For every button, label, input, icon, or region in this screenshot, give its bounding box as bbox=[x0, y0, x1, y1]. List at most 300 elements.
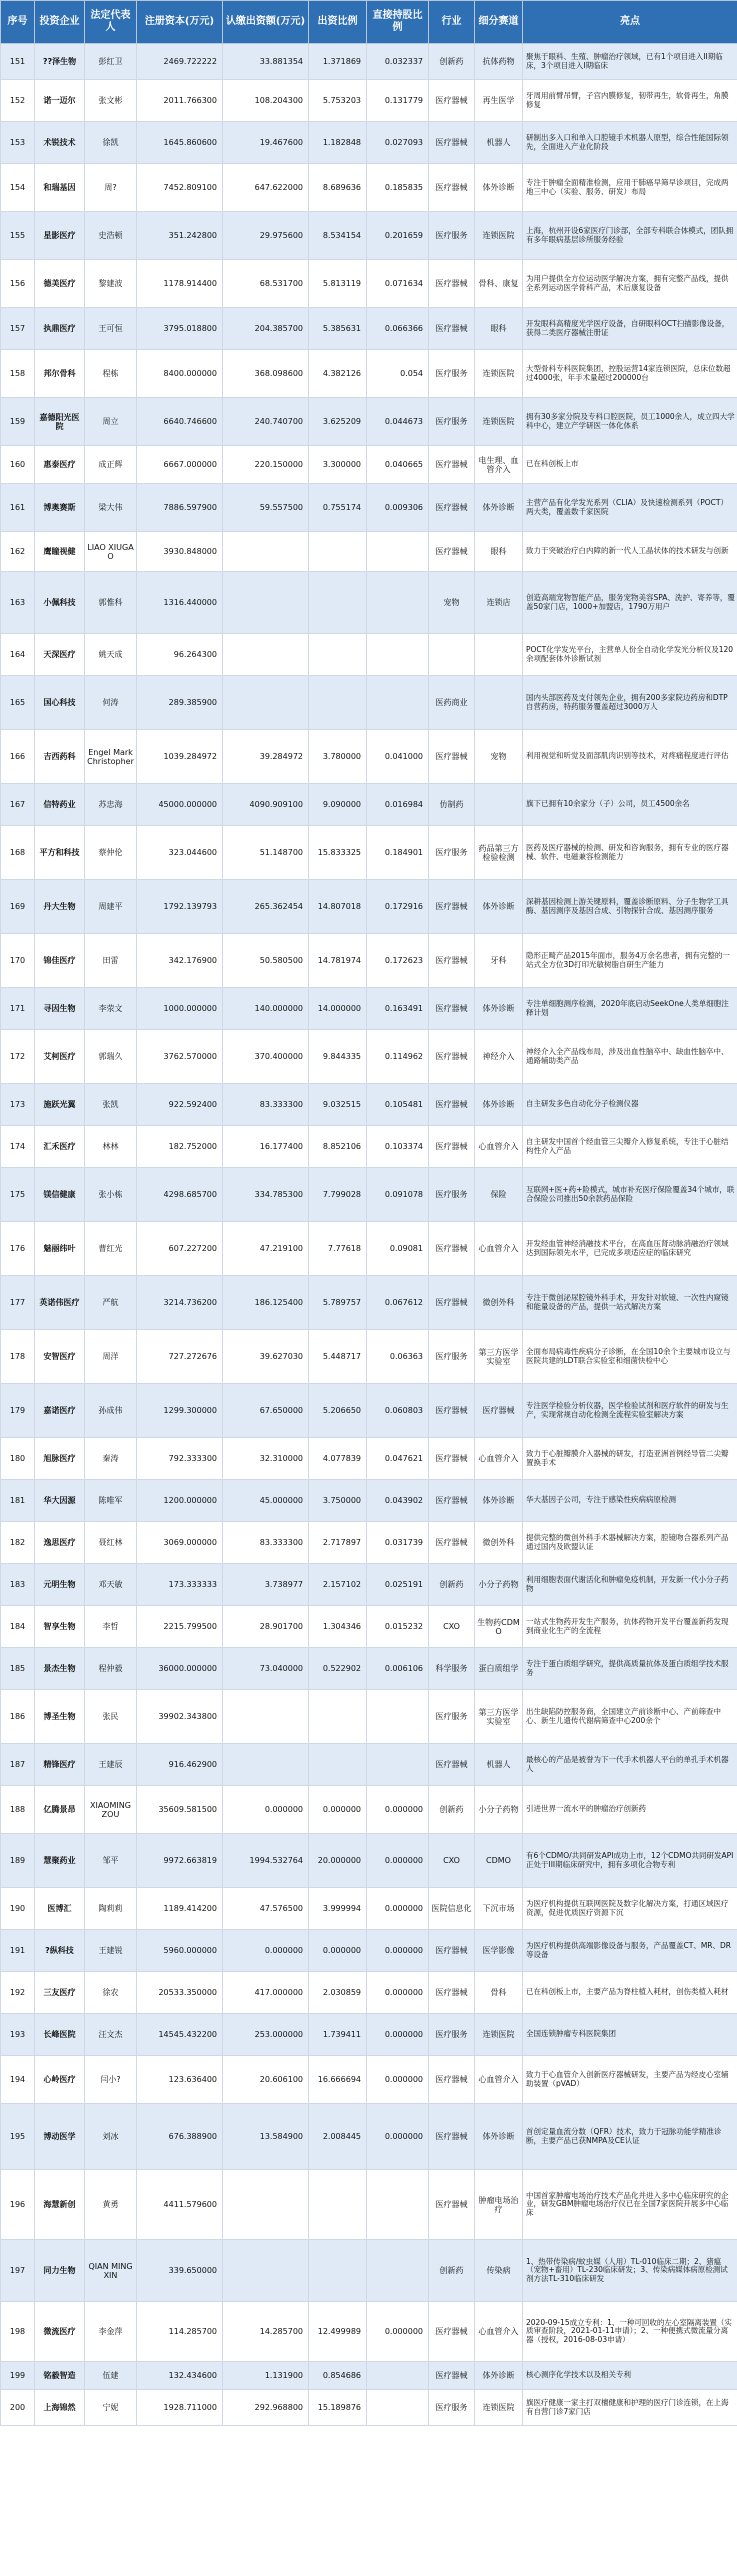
cell-contribution-ratio: 20.000000 bbox=[309, 1834, 367, 1888]
cell-contribution-ratio: 15.833325 bbox=[309, 826, 367, 880]
cell-contribution-ratio: 3.625209 bbox=[309, 398, 367, 446]
cell-company: 国心科技 bbox=[35, 676, 85, 730]
cell-contribution-ratio bbox=[309, 1744, 367, 1786]
cell-industry: 医疗器械 bbox=[429, 2104, 475, 2170]
cell-industry: 医疗器械 bbox=[429, 446, 475, 484]
header-highlights: 亮点 bbox=[523, 1, 737, 44]
cell-legal-rep: 周? bbox=[85, 164, 137, 212]
cell-segment: 机器人 bbox=[475, 122, 523, 164]
cell-direct-holding: 0.091078 bbox=[367, 1168, 429, 1222]
cell-legal-rep: 汪文杰 bbox=[85, 2014, 137, 2056]
cell-subscribed-capital: 13.584900 bbox=[223, 2104, 309, 2170]
cell-index: 178 bbox=[1, 1330, 35, 1384]
cell-subscribed-capital: 33.881354 bbox=[223, 44, 309, 80]
cell-registered-capital: 6667.000000 bbox=[137, 446, 223, 484]
cell-segment: 下沉市场 bbox=[475, 1888, 523, 1930]
table-row bbox=[1, 2390, 737, 2426]
cell-registered-capital: 1039.284972 bbox=[137, 730, 223, 784]
cell-highlights: 开发眼科高精度光学医疗设备，自研眼科OCT扫描影像设备，获得二类医疗器械注册证 bbox=[523, 308, 737, 350]
table-row bbox=[1, 1606, 737, 1648]
cell-industry: 医疗器械 bbox=[429, 1438, 475, 1480]
cell-registered-capital: 3069.000000 bbox=[137, 1522, 223, 1564]
cell-registered-capital: 3214.736200 bbox=[137, 1276, 223, 1330]
cell-legal-rep: 苏忠海 bbox=[85, 784, 137, 826]
cell-legal-rep: 李荥文 bbox=[85, 988, 137, 1030]
cell-segment bbox=[475, 784, 523, 826]
cell-segment: 体外诊断 bbox=[475, 2104, 523, 2170]
table-row bbox=[1, 1834, 737, 1888]
cell-highlights: 致力于心血管介入创新医疗器械研发，主要产品为经皮心室辅助装置（pVAD） bbox=[523, 2056, 737, 2104]
cell-company: 景杰生物 bbox=[35, 1648, 85, 1690]
cell-company: 吉西药科 bbox=[35, 730, 85, 784]
cell-legal-rep: 聂红林 bbox=[85, 1522, 137, 1564]
cell-direct-holding bbox=[367, 1690, 429, 1744]
cell-segment: 心血管介入 bbox=[475, 1438, 523, 1480]
cell-direct-holding: 0.184901 bbox=[367, 826, 429, 880]
cell-highlights: 创造高端宠物智能产品，服务宠物美容SPA、洗护、寄养等，覆盖50家门店，1000+加盟店，1790万用户 bbox=[523, 572, 737, 634]
cell-registered-capital: 8400.000000 bbox=[137, 350, 223, 398]
table-row bbox=[1, 676, 737, 730]
cell-index: 155 bbox=[1, 212, 35, 260]
cell-index: 176 bbox=[1, 1222, 35, 1276]
cell-subscribed-capital: 39.627030 bbox=[223, 1330, 309, 1384]
table-row bbox=[1, 1480, 737, 1522]
cell-legal-rep: 姚天成 bbox=[85, 634, 137, 676]
cell-segment: 连锁医院 bbox=[475, 212, 523, 260]
cell-direct-holding: 0.201659 bbox=[367, 212, 429, 260]
cell-direct-holding: 0.000000 bbox=[367, 2104, 429, 2170]
cell-contribution-ratio: 5.385631 bbox=[309, 308, 367, 350]
cell-index: 158 bbox=[1, 350, 35, 398]
cell-registered-capital: 3795.018800 bbox=[137, 308, 223, 350]
cell-highlights: 中国首家肿瘤电场治疗技术产品化并进入多中心临床研究的企业，研发GBM肿瘤电场治疗仪已在全国7家医院开展多中心临床 bbox=[523, 2170, 737, 2240]
cell-industry: 医疗器械 bbox=[429, 988, 475, 1030]
cell-direct-holding: 0.043902 bbox=[367, 1480, 429, 1522]
cell-registered-capital: 182.752000 bbox=[137, 1126, 223, 1168]
cell-legal-rep: 严航 bbox=[85, 1276, 137, 1330]
table-row bbox=[1, 212, 737, 260]
cell-highlights: 有6个CDMO/共同研发API成功上市，12个CDMO共同研发API正处于III期临床研究中，拥有多项化合物专利 bbox=[523, 1834, 737, 1888]
cell-subscribed-capital bbox=[223, 532, 309, 572]
table-row bbox=[1, 1564, 737, 1606]
cell-industry: 医疗器械 bbox=[429, 484, 475, 532]
table-row bbox=[1, 1438, 737, 1480]
cell-subscribed-capital: 1.131900 bbox=[223, 2362, 309, 2390]
cell-registered-capital: 1645.860600 bbox=[137, 122, 223, 164]
cell-subscribed-capital bbox=[223, 634, 309, 676]
cell-highlights: 牙周用前臂吊臂，子宫内膜修复，韧带再生，软骨再生，角膜修复 bbox=[523, 80, 737, 122]
cell-company: 同力生物 bbox=[35, 2240, 85, 2302]
cell-contribution-ratio: 9.844335 bbox=[309, 1030, 367, 1084]
cell-registered-capital: 792.333300 bbox=[137, 1438, 223, 1480]
cell-subscribed-capital: 28.901700 bbox=[223, 1606, 309, 1648]
cell-index: 180 bbox=[1, 1438, 35, 1480]
cell-index: 191 bbox=[1, 1930, 35, 1972]
cell-company: 微流医疗 bbox=[35, 2302, 85, 2362]
table-row bbox=[1, 350, 737, 398]
cell-legal-rep: 李哲 bbox=[85, 1606, 137, 1648]
cell-subscribed-capital: 47.576500 bbox=[223, 1888, 309, 1930]
cell-industry: 医疗器械 bbox=[429, 1480, 475, 1522]
cell-index: 196 bbox=[1, 2170, 35, 2240]
cell-subscribed-capital: 204.385700 bbox=[223, 308, 309, 350]
table-row bbox=[1, 1030, 737, 1084]
cell-industry: 医疗器械 bbox=[429, 1522, 475, 1564]
cell-registered-capital: 351.242800 bbox=[137, 212, 223, 260]
cell-company: 鹰瞳视健 bbox=[35, 532, 85, 572]
header-industry: 行业 bbox=[429, 1, 475, 44]
table-row bbox=[1, 398, 737, 446]
cell-contribution-ratio: 9.032515 bbox=[309, 1084, 367, 1126]
cell-industry: 宠物 bbox=[429, 572, 475, 634]
cell-highlights: 专注于微创泌尿腔镜外科手术，开发针对软镜、一次性内窥镜和能量设备的产品，提供一站式解决方案 bbox=[523, 1276, 737, 1330]
cell-highlights: 神经介入全产品线布局，涉及出血性脑卒中、缺血性脑卒中、通路辅助类产品 bbox=[523, 1030, 737, 1084]
cell-industry: 医疗器械 bbox=[429, 934, 475, 988]
cell-segment: 眼科 bbox=[475, 308, 523, 350]
cell-registered-capital: 727.272676 bbox=[137, 1330, 223, 1384]
cell-subscribed-capital: 140.000000 bbox=[223, 988, 309, 1030]
cell-company: 天深医疗 bbox=[35, 634, 85, 676]
cell-segment: 心血管介入 bbox=[475, 2056, 523, 2104]
cell-index: 179 bbox=[1, 1384, 35, 1438]
cell-direct-holding: 0.000000 bbox=[367, 1930, 429, 1972]
cell-company: 精锋医疗 bbox=[35, 1744, 85, 1786]
cell-subscribed-capital: 334.785300 bbox=[223, 1168, 309, 1222]
table-row bbox=[1, 634, 737, 676]
cell-legal-rep: 徐农 bbox=[85, 1972, 137, 2014]
cell-segment: 骨科 bbox=[475, 1972, 523, 2014]
cell-index: 167 bbox=[1, 784, 35, 826]
cell-legal-rep: 陈唯军 bbox=[85, 1480, 137, 1522]
cell-highlights: 一站式生物药开发生产服务，抗体药物开发平台覆盖新药发现到商业化生产的全流程 bbox=[523, 1606, 737, 1648]
cell-index: 182 bbox=[1, 1522, 35, 1564]
cell-direct-holding: 0.015232 bbox=[367, 1606, 429, 1648]
cell-legal-rep: 宁妮 bbox=[85, 2390, 137, 2426]
cell-contribution-ratio: 1.304346 bbox=[309, 1606, 367, 1648]
cell-industry: 医疗器械 bbox=[429, 260, 475, 308]
cell-subscribed-capital: 370.400000 bbox=[223, 1030, 309, 1084]
cell-index: 174 bbox=[1, 1126, 35, 1168]
cell-industry: 医疗器械 bbox=[429, 1030, 475, 1084]
table-row bbox=[1, 1522, 737, 1564]
cell-registered-capital: 4411.579600 bbox=[137, 2170, 223, 2240]
cell-segment: 传染病 bbox=[475, 2240, 523, 2302]
cell-highlights: 自主研发多色自动化分子检测仪器 bbox=[523, 1084, 737, 1126]
cell-contribution-ratio: 15.189876 bbox=[309, 2390, 367, 2426]
cell-registered-capital: 114.285700 bbox=[137, 2302, 223, 2362]
cell-company: 海慧新创 bbox=[35, 2170, 85, 2240]
cell-registered-capital: 45000.000000 bbox=[137, 784, 223, 826]
cell-segment: 保险 bbox=[475, 1168, 523, 1222]
cell-direct-holding: 0.103374 bbox=[367, 1126, 429, 1168]
cell-legal-rep: 闫小? bbox=[85, 2056, 137, 2104]
cell-company: 元明生物 bbox=[35, 1564, 85, 1606]
cell-segment: 连锁医院 bbox=[475, 2014, 523, 2056]
cell-company: 华大因源 bbox=[35, 1480, 85, 1522]
cell-registered-capital: 132.434600 bbox=[137, 2362, 223, 2390]
cell-contribution-ratio: 5.789757 bbox=[309, 1276, 367, 1330]
cell-direct-holding bbox=[367, 1744, 429, 1786]
cell-direct-holding: 0.047621 bbox=[367, 1438, 429, 1480]
table-row bbox=[1, 934, 737, 988]
cell-industry: 医疗器械 bbox=[429, 308, 475, 350]
cell-highlights: 全国连锁肿瘤专科医院集团 bbox=[523, 2014, 737, 2056]
cell-segment: CDMO bbox=[475, 1834, 523, 1888]
table-row bbox=[1, 2170, 737, 2240]
cell-company: 魅丽纬叶 bbox=[35, 1222, 85, 1276]
table-row bbox=[1, 1222, 737, 1276]
cell-direct-holding: 0.025191 bbox=[367, 1564, 429, 1606]
table-row bbox=[1, 2240, 737, 2302]
cell-registered-capital: 916.462900 bbox=[137, 1744, 223, 1786]
cell-industry: 医疗器械 bbox=[429, 1930, 475, 1972]
cell-direct-holding: 0.071634 bbox=[367, 260, 429, 308]
cell-highlights: 专注医学检验分析仪器，医学检验试剂和医疗软件的研发与生产，实现常规自动化检测全流程实验室解决方案 bbox=[523, 1384, 737, 1438]
table-row bbox=[1, 532, 737, 572]
cell-legal-rep: 曹红光 bbox=[85, 1222, 137, 1276]
cell-contribution-ratio: 0.522902 bbox=[309, 1648, 367, 1690]
cell-subscribed-capital: 1994.532764 bbox=[223, 1834, 309, 1888]
cell-contribution-ratio: 0.000000 bbox=[309, 1786, 367, 1834]
cell-registered-capital: 4298.685700 bbox=[137, 1168, 223, 1222]
header-contribution-ratio: 出资比例 bbox=[309, 1, 367, 44]
cell-industry: 医院信息化 bbox=[429, 1888, 475, 1930]
cell-legal-rep: LIAO XIUGAO bbox=[85, 532, 137, 572]
cell-highlights: 互联网+医+药+险模式，城市补充医疗保险覆盖34个城市，联合保险公司推出50余款药品保险 bbox=[523, 1168, 737, 1222]
cell-contribution-ratio: 4.077839 bbox=[309, 1438, 367, 1480]
cell-contribution-ratio: 12.499989 bbox=[309, 2302, 367, 2362]
cell-index: 200 bbox=[1, 2390, 35, 2426]
cell-index: 160 bbox=[1, 446, 35, 484]
cell-industry: 医疗服务 bbox=[429, 2014, 475, 2056]
table-row bbox=[1, 1384, 737, 1438]
cell-subscribed-capital: 368.098600 bbox=[223, 350, 309, 398]
cell-direct-holding: 0.172916 bbox=[367, 880, 429, 934]
cell-registered-capital: 14545.432200 bbox=[137, 2014, 223, 2056]
cell-direct-holding: 0.000000 bbox=[367, 1834, 429, 1888]
cell-contribution-ratio: 14.000000 bbox=[309, 988, 367, 1030]
cell-segment: 医学影像 bbox=[475, 1930, 523, 1972]
cell-legal-rep: 林林 bbox=[85, 1126, 137, 1168]
cell-segment: 宠物 bbox=[475, 730, 523, 784]
cell-direct-holding: 0.000000 bbox=[367, 1972, 429, 2014]
table-row bbox=[1, 784, 737, 826]
cell-subscribed-capital: 50.580500 bbox=[223, 934, 309, 988]
cell-segment: 神经介入 bbox=[475, 1030, 523, 1084]
cell-index: 177 bbox=[1, 1276, 35, 1330]
cell-index: 194 bbox=[1, 2056, 35, 2104]
cell-legal-rep: 邓天敏 bbox=[85, 1564, 137, 1606]
table-row bbox=[1, 988, 737, 1030]
cell-registered-capital: 1299.300000 bbox=[137, 1384, 223, 1438]
cell-subscribed-capital: 47.219100 bbox=[223, 1222, 309, 1276]
cell-index: 164 bbox=[1, 634, 35, 676]
cell-index: 181 bbox=[1, 1480, 35, 1522]
cell-index: 152 bbox=[1, 80, 35, 122]
table-row bbox=[1, 1690, 737, 1744]
cell-segment: 抗体药物 bbox=[475, 44, 523, 80]
cell-index: 189 bbox=[1, 1834, 35, 1888]
cell-registered-capital: 339.650000 bbox=[137, 2240, 223, 2302]
cell-company: 医博汇 bbox=[35, 1888, 85, 1930]
cell-subscribed-capital: 68.531700 bbox=[223, 260, 309, 308]
cell-legal-rep: 郭惟科 bbox=[85, 572, 137, 634]
cell-subscribed-capital bbox=[223, 2170, 309, 2240]
cell-direct-holding: 0.000000 bbox=[367, 2014, 429, 2056]
cell-company: ??泽生物 bbox=[35, 44, 85, 80]
cell-segment: 眼科 bbox=[475, 532, 523, 572]
cell-highlights: 出生缺陷防控服务商，全国建立产前诊断中心、产前筛查中心、新生儿遗传代谢病筛查中心200余个 bbox=[523, 1690, 737, 1744]
cell-direct-holding: 0.040665 bbox=[367, 446, 429, 484]
cell-highlights: 自主研发中国首个经血管三尖瓣介入修复系统，专注于心脏结构性介入产品 bbox=[523, 1126, 737, 1168]
cell-industry: 医疗器械 bbox=[429, 1276, 475, 1330]
cell-index: 163 bbox=[1, 572, 35, 634]
cell-industry: 医疗器械 bbox=[429, 1972, 475, 2014]
cell-direct-holding: 0.054 bbox=[367, 350, 429, 398]
cell-direct-holding: 0.041000 bbox=[367, 730, 429, 784]
cell-industry: 医疗服务 bbox=[429, 2390, 475, 2426]
cell-subscribed-capital: 4090.909100 bbox=[223, 784, 309, 826]
cell-subscribed-capital: 220.150000 bbox=[223, 446, 309, 484]
cell-contribution-ratio: 16.666694 bbox=[309, 2056, 367, 2104]
cell-highlights: 利用视觉和听觉及面部肌肉识别等技术，对疼痛程度进行评估 bbox=[523, 730, 737, 784]
cell-direct-holding bbox=[367, 676, 429, 730]
cell-highlights: 上海，杭州开设6家医疗门诊部，全部专科联合体模式，团队拥有多年眼病基层诊所服务经验 bbox=[523, 212, 737, 260]
cell-legal-rep: 周立 bbox=[85, 398, 137, 446]
cell-index: 173 bbox=[1, 1084, 35, 1126]
cell-legal-rep: 王建辰 bbox=[85, 1744, 137, 1786]
table-row bbox=[1, 1276, 737, 1330]
table-row bbox=[1, 1126, 737, 1168]
cell-segment: 体外诊断 bbox=[475, 1480, 523, 1522]
cell-registered-capital: 2215.799500 bbox=[137, 1606, 223, 1648]
table-row bbox=[1, 2014, 737, 2056]
cell-contribution-ratio bbox=[309, 572, 367, 634]
cell-contribution-ratio: 5.813119 bbox=[309, 260, 367, 308]
table-row bbox=[1, 122, 737, 164]
cell-company: 寻因生物 bbox=[35, 988, 85, 1030]
cell-segment bbox=[475, 634, 523, 676]
cell-segment: 连锁店 bbox=[475, 572, 523, 634]
cell-direct-holding: 0.027093 bbox=[367, 122, 429, 164]
cell-registered-capital: 6640.746600 bbox=[137, 398, 223, 446]
cell-subscribed-capital: 292.968800 bbox=[223, 2390, 309, 2426]
cell-highlights: 大型骨科专科医院集团，控股运营14家连锁医院，总床位数超过4000张，年手术量超过200000台 bbox=[523, 350, 737, 398]
cell-contribution-ratio: 8.852106 bbox=[309, 1126, 367, 1168]
table-row bbox=[1, 1744, 737, 1786]
cell-segment: 连锁医院 bbox=[475, 2390, 523, 2426]
cell-company: 星影医疗 bbox=[35, 212, 85, 260]
cell-highlights: 国内头部医药及支付领先企业，拥有200多家院边药房和DTP自营药房，特药服务覆盖超过3000万人 bbox=[523, 676, 737, 730]
cell-segment: 再生医学 bbox=[475, 80, 523, 122]
cell-direct-holding: 0.172623 bbox=[367, 934, 429, 988]
cell-industry: 医疗器械 bbox=[429, 1084, 475, 1126]
cell-industry: 医疗服务 bbox=[429, 1690, 475, 1744]
table-row bbox=[1, 308, 737, 350]
header-registered-capital: 注册资本(万元) bbox=[137, 1, 223, 44]
cell-industry: CXO bbox=[429, 1606, 475, 1648]
cell-segment: 小分子药物 bbox=[475, 1786, 523, 1834]
cell-contribution-ratio: 8.534154 bbox=[309, 212, 367, 260]
cell-index: 154 bbox=[1, 164, 35, 212]
cell-index: 197 bbox=[1, 2240, 35, 2302]
cell-segment: 体外诊断 bbox=[475, 2362, 523, 2390]
cell-highlights: 为用户提供全方位运动医学解决方案，拥有完整产品线，提供全系列运动医学骨科产品，术后康复设备 bbox=[523, 260, 737, 308]
cell-index: 159 bbox=[1, 398, 35, 446]
cell-index: 166 bbox=[1, 730, 35, 784]
cell-company: 和瑞基因 bbox=[35, 164, 85, 212]
cell-industry: 医疗器械 bbox=[429, 122, 475, 164]
cell-industry: 医疗器械 bbox=[429, 164, 475, 212]
cell-highlights: 核心测序化学技术以及相关专利 bbox=[523, 2362, 737, 2390]
cell-direct-holding: 0.185835 bbox=[367, 164, 429, 212]
cell-index: 161 bbox=[1, 484, 35, 532]
cell-segment: 连锁医院 bbox=[475, 350, 523, 398]
cell-contribution-ratio: 3.999994 bbox=[309, 1888, 367, 1930]
cell-industry: 医疗器械 bbox=[429, 1384, 475, 1438]
cell-index: 186 bbox=[1, 1690, 35, 1744]
cell-company: 博奥赛斯 bbox=[35, 484, 85, 532]
cell-industry: 医药商业 bbox=[429, 676, 475, 730]
cell-industry: 医疗器械 bbox=[429, 880, 475, 934]
cell-legal-rep: QIAN MINGXIN bbox=[85, 2240, 137, 2302]
cell-direct-holding bbox=[367, 572, 429, 634]
cell-segment: 小分子药物 bbox=[475, 1564, 523, 1606]
cell-registered-capital: 922.592400 bbox=[137, 1084, 223, 1126]
cell-segment: 电生理、血管介入 bbox=[475, 446, 523, 484]
cell-company: 铭毅智造 bbox=[35, 2362, 85, 2390]
cell-index: 198 bbox=[1, 2302, 35, 2362]
cell-legal-rep: 王建锐 bbox=[85, 1930, 137, 1972]
table-row bbox=[1, 730, 737, 784]
cell-index: 199 bbox=[1, 2362, 35, 2390]
cell-industry: 科学服务 bbox=[429, 1648, 475, 1690]
cell-subscribed-capital: 59.557500 bbox=[223, 484, 309, 532]
cell-registered-capital: 39902.343800 bbox=[137, 1690, 223, 1744]
cell-direct-holding: 0.060803 bbox=[367, 1384, 429, 1438]
cell-segment: 生物药CDMO bbox=[475, 1606, 523, 1648]
cell-company: 亿腾景昂 bbox=[35, 1786, 85, 1834]
cell-legal-rep: 黎建波 bbox=[85, 260, 137, 308]
cell-company: 汇禾医疗 bbox=[35, 1126, 85, 1168]
cell-subscribed-capital: 647.622000 bbox=[223, 164, 309, 212]
cell-highlights: 拥有30多家分院及专科口腔医院，员工1000余人，成立四大学科中心，建立产学研医一体化体系 bbox=[523, 398, 737, 446]
cell-legal-rep: 李金萍 bbox=[85, 2302, 137, 2362]
cell-subscribed-capital: 0.000000 bbox=[223, 1786, 309, 1834]
cell-direct-holding bbox=[367, 2362, 429, 2390]
cell-highlights: 致力于突破治疗白内障的新一代人工晶状体的技术研发与创新 bbox=[523, 532, 737, 572]
cell-direct-holding: 0.114962 bbox=[367, 1030, 429, 1084]
table-row bbox=[1, 2302, 737, 2362]
cell-segment bbox=[475, 676, 523, 730]
cell-subscribed-capital: 32.310000 bbox=[223, 1438, 309, 1480]
cell-highlights: 聚焦于眼科、生殖、肿瘤治疗领域，已有1个项目进入II期临床，3个项目进入I期临床 bbox=[523, 44, 737, 80]
cell-registered-capital: 1189.414200 bbox=[137, 1888, 223, 1930]
cell-highlights: 深耕基因检测上游关键原料，覆盖诊断原料、分子生物学工具酶、基因测序及基因合成、引物探针合成、基因测序服务 bbox=[523, 880, 737, 934]
cell-index: 193 bbox=[1, 2014, 35, 2056]
cell-registered-capital: 96.264300 bbox=[137, 634, 223, 676]
cell-direct-holding bbox=[367, 2170, 429, 2240]
cell-legal-rep: 田雷 bbox=[85, 934, 137, 988]
cell-company: 英诺伟医疗 bbox=[35, 1276, 85, 1330]
cell-index: 190 bbox=[1, 1888, 35, 1930]
cell-subscribed-capital bbox=[223, 1744, 309, 1786]
table-row bbox=[1, 1084, 737, 1126]
cell-segment: 体外诊断 bbox=[475, 164, 523, 212]
cell-index: 187 bbox=[1, 1744, 35, 1786]
cell-segment: 心血管介入 bbox=[475, 2302, 523, 2362]
cell-direct-holding: 0.000000 bbox=[367, 1786, 429, 1834]
